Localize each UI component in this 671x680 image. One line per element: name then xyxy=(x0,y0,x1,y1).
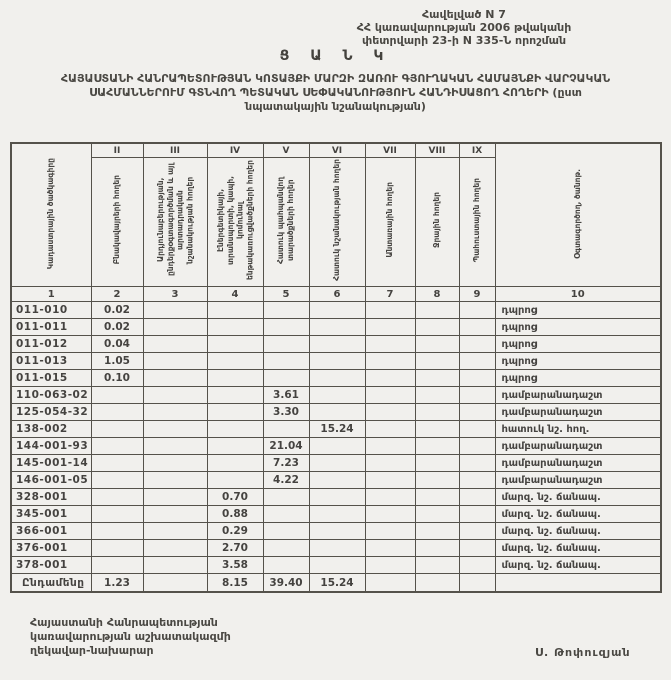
area-value-cell xyxy=(91,472,143,489)
column-number: 1 xyxy=(11,287,91,302)
table-row xyxy=(11,489,661,506)
area-value-cell xyxy=(207,455,263,472)
area-value-cell xyxy=(143,472,207,489)
area-value-cell xyxy=(143,438,207,455)
area-value-cell xyxy=(459,387,495,404)
area-value-cell xyxy=(263,319,309,336)
area-value-cell xyxy=(263,557,309,574)
area-value-cell xyxy=(143,319,207,336)
area-value-cell: 0.88 xyxy=(207,506,263,523)
land-use-cell: դամբարանադաշտ xyxy=(495,404,661,421)
area-value-cell xyxy=(365,387,415,404)
annex-line-2: ՀՀ կառավարության 2006 թվականի xyxy=(356,21,572,34)
column-number: 5 xyxy=(263,287,309,302)
total-value-cell xyxy=(495,574,661,593)
land-use-cell: դպրոց xyxy=(495,302,661,319)
area-value-cell xyxy=(365,455,415,472)
area-value-cell xyxy=(365,302,415,319)
area-value-cell xyxy=(309,438,365,455)
land-registry-table xyxy=(10,142,662,593)
area-value-cell xyxy=(143,455,207,472)
area-value-cell xyxy=(365,523,415,540)
cadastral-code-cell: 011-011 xyxy=(11,319,91,336)
area-value-cell xyxy=(415,455,459,472)
signatory-title-block xyxy=(30,616,231,658)
signatory-title-line-1: Հայաստանի Հանրապետության xyxy=(30,616,218,629)
area-value-cell xyxy=(365,472,415,489)
area-value-cell xyxy=(459,506,495,523)
numeral-iii: III xyxy=(143,143,207,158)
total-value-cell xyxy=(415,574,459,593)
table-row xyxy=(11,370,661,387)
cadastral-code-cell: 011-010 xyxy=(11,302,91,319)
area-value-cell: 0.10 xyxy=(91,370,143,387)
header-land-user-label: Օգտագործող, ծանոթ. xyxy=(572,168,582,259)
area-value-cell xyxy=(91,523,143,540)
area-value-cell xyxy=(143,523,207,540)
subtitle-line-1: ՀԱՅԱՍՏԱՆԻ ՀԱՆՐԱՊԵՏՈՒԹՅԱՆ ԿՈՏԱՅՔԻ ՄԱՐԶԻ ԶԱՌՈՒ ԳՅՈՒՂԱԿԱՆ ՀԱՄԱՅՆՔԻ ՎԱՐՉԱԿԱՆ xyxy=(60,72,611,85)
area-value-cell xyxy=(415,319,459,336)
land-use-cell: դամբարանադաշտ xyxy=(495,387,661,404)
area-value-cell xyxy=(459,302,495,319)
area-value-cell xyxy=(415,489,459,506)
area-value-cell xyxy=(143,302,207,319)
area-value-cell xyxy=(459,523,495,540)
column-number: 9 xyxy=(459,287,495,302)
header-industrial-lands: Արդյունաբերության, ընդերքօգտագործման և այլ արտադրական նշանակության հողեր xyxy=(143,158,207,287)
area-value-cell xyxy=(91,455,143,472)
area-value-cell xyxy=(415,557,459,574)
cadastral-code-cell: 011-015 xyxy=(11,370,91,387)
area-value-cell xyxy=(415,370,459,387)
land-use-cell: դպրոց xyxy=(495,370,661,387)
total-row xyxy=(11,574,661,593)
numeral-iv: IV xyxy=(207,143,263,158)
table-header xyxy=(11,143,661,302)
table-row xyxy=(11,387,661,404)
annex-line-1: Հավելված N 7 xyxy=(422,8,506,21)
header-residential-lands: Բնակավայրերի հողեր xyxy=(91,158,143,287)
land-use-cell: մարզ. նշ. ճանապ. xyxy=(495,489,661,506)
area-value-cell xyxy=(459,557,495,574)
cadastral-code-cell: 328-001 xyxy=(11,489,91,506)
total-value-cell: 1.23 xyxy=(91,574,143,593)
table-body xyxy=(11,302,661,593)
total-label-cell: Ընդամենը xyxy=(11,574,91,593)
cadastral-code-cell: 345-001 xyxy=(11,506,91,523)
area-value-cell: 3.58 xyxy=(207,557,263,574)
area-value-cell xyxy=(415,387,459,404)
table-row xyxy=(11,302,661,319)
area-value-cell xyxy=(91,540,143,557)
area-value-cell xyxy=(365,506,415,523)
area-value-cell xyxy=(415,472,459,489)
cadastral-code-cell: 125-054-32 xyxy=(11,404,91,421)
area-value-cell xyxy=(207,319,263,336)
area-value-cell xyxy=(263,302,309,319)
area-value-cell xyxy=(459,489,495,506)
area-value-cell: 2.70 xyxy=(207,540,263,557)
cadastral-code-cell: 011-012 xyxy=(11,336,91,353)
area-value-cell xyxy=(415,540,459,557)
land-use-cell: դամբարանադաշտ xyxy=(495,438,661,455)
area-value-cell xyxy=(459,336,495,353)
column-number: 6 xyxy=(309,287,365,302)
area-value-cell xyxy=(365,404,415,421)
area-value-cell xyxy=(207,404,263,421)
signature-name: Ս. Թոփուզյան xyxy=(535,646,631,659)
cadastral-code-cell: 145-001-14 xyxy=(11,455,91,472)
area-value-cell xyxy=(143,336,207,353)
area-value-cell xyxy=(415,353,459,370)
area-value-cell xyxy=(309,506,365,523)
area-value-cell: 15.24 xyxy=(309,421,365,438)
table-row xyxy=(11,353,661,370)
numeral-ii: II xyxy=(91,143,143,158)
area-value-cell xyxy=(143,421,207,438)
column-number: 4 xyxy=(207,287,263,302)
land-use-cell: դպրոց xyxy=(495,319,661,336)
land-use-cell: դամբարանադաշտ xyxy=(495,472,661,489)
area-value-cell xyxy=(459,404,495,421)
total-value-cell xyxy=(143,574,207,593)
area-value-cell xyxy=(309,455,365,472)
area-value-cell xyxy=(309,523,365,540)
area-value-cell xyxy=(143,540,207,557)
page-title: Ց Ա Ն Կ xyxy=(279,48,392,64)
table-row xyxy=(11,540,661,557)
annex-reference xyxy=(299,8,629,47)
cadastral-code-cell: 110-063-02 xyxy=(11,387,91,404)
column-number: 8 xyxy=(415,287,459,302)
land-use-cell: դպրոց xyxy=(495,353,661,370)
area-value-cell xyxy=(207,472,263,489)
roman-numeral-row xyxy=(11,143,661,158)
document-subtitle xyxy=(0,72,671,114)
land-use-cell: դամբարանադաշտ xyxy=(495,455,661,472)
table-row xyxy=(11,319,661,336)
area-value-cell xyxy=(91,489,143,506)
numeral-ix: IX xyxy=(459,143,495,158)
area-value-cell xyxy=(309,336,365,353)
table-row xyxy=(11,421,661,438)
area-value-cell xyxy=(91,387,143,404)
area-value-cell xyxy=(207,438,263,455)
area-value-cell xyxy=(365,540,415,557)
area-value-cell xyxy=(365,336,415,353)
area-value-cell xyxy=(365,353,415,370)
cadastral-code-cell: 378-001 xyxy=(11,557,91,574)
area-value-cell xyxy=(207,336,263,353)
area-value-cell xyxy=(207,421,263,438)
area-value-cell xyxy=(309,353,365,370)
area-value-cell xyxy=(143,506,207,523)
area-value-cell xyxy=(459,319,495,336)
area-value-cell xyxy=(459,438,495,455)
area-value-cell xyxy=(415,438,459,455)
header-forest-lands: Անտառային հողեր xyxy=(365,158,415,287)
area-value-cell xyxy=(143,557,207,574)
numeral-vii: VII xyxy=(365,143,415,158)
area-value-cell xyxy=(263,506,309,523)
column-number: 3 xyxy=(143,287,207,302)
header-water-lands: Ջրային հողեր xyxy=(415,158,459,287)
table-row xyxy=(11,455,661,472)
land-use-cell: մարզ. նշ. ճանապ. xyxy=(495,540,661,557)
area-value-cell: 0.04 xyxy=(91,336,143,353)
table-row xyxy=(11,438,661,455)
area-value-cell xyxy=(459,540,495,557)
area-value-cell xyxy=(91,438,143,455)
cadastral-code-cell: 376-001 xyxy=(11,540,91,557)
column-number: 7 xyxy=(365,287,415,302)
area-value-cell: 0.02 xyxy=(91,302,143,319)
header-cadastral-code xyxy=(11,143,91,287)
table-row xyxy=(11,506,661,523)
area-value-cell: 4.22 xyxy=(263,472,309,489)
area-value-cell xyxy=(365,489,415,506)
land-use-cell: դպրոց xyxy=(495,336,661,353)
total-value-cell xyxy=(459,574,495,593)
area-value-cell xyxy=(143,353,207,370)
area-value-cell xyxy=(309,540,365,557)
table-row xyxy=(11,557,661,574)
header-protected-lands: Հատուկ պահպանվող տարածքների հողեր xyxy=(263,158,309,287)
area-value-cell xyxy=(263,523,309,540)
table-row xyxy=(11,336,661,353)
area-value-cell xyxy=(207,387,263,404)
table-row xyxy=(11,523,661,540)
area-value-cell xyxy=(365,370,415,387)
header-cadastral-code-label: Կադաստրային ծածկագիրը xyxy=(46,157,56,270)
area-value-cell xyxy=(365,421,415,438)
table-row xyxy=(11,404,661,421)
area-value-cell xyxy=(263,370,309,387)
total-value-cell: 15.24 xyxy=(309,574,365,593)
area-value-cell xyxy=(365,557,415,574)
area-value-cell xyxy=(91,421,143,438)
area-value-cell xyxy=(309,472,365,489)
area-value-cell xyxy=(415,523,459,540)
area-value-cell xyxy=(309,387,365,404)
area-value-cell: 0.70 xyxy=(207,489,263,506)
area-value-cell xyxy=(365,319,415,336)
annex-line-3: փետրվարի 23-ի N 335-Ն որոշման xyxy=(361,34,567,47)
area-value-cell xyxy=(459,353,495,370)
area-value-cell xyxy=(309,404,365,421)
numeral-v: V xyxy=(263,143,309,158)
subtitle-line-2: ՍԱՀՄԱՆՆԵՐՈՒՄ ԳՏՆՎՈՂ ՊԵՏԱԿԱՆ ՍԵՓԱԿԱՆՈՒԹՅՈՒՆ ՀԱՆԴԻՍԱՑՈՂ ՀՈՂԵՐԻ (ըստ xyxy=(89,86,582,99)
area-value-cell: 7.23 xyxy=(263,455,309,472)
header-special-purpose-lands: Հատուկ նշանակության հողեր xyxy=(309,158,365,287)
area-value-cell xyxy=(415,404,459,421)
area-value-cell xyxy=(459,421,495,438)
cadastral-code-cell: 144-001-93 xyxy=(11,438,91,455)
area-value-cell xyxy=(207,353,263,370)
area-value-cell xyxy=(263,421,309,438)
land-use-cell: մարզ. նշ. ճանապ. xyxy=(495,506,661,523)
numeral-viii: VIII xyxy=(415,143,459,158)
header-land-user xyxy=(495,143,661,287)
area-value-cell: 3.30 xyxy=(263,404,309,421)
area-value-cell xyxy=(143,489,207,506)
area-value-cell xyxy=(459,455,495,472)
area-value-cell xyxy=(91,404,143,421)
area-value-cell xyxy=(143,387,207,404)
area-value-cell xyxy=(309,489,365,506)
area-value-cell: 1.05 xyxy=(91,353,143,370)
column-number: 10 xyxy=(495,287,661,302)
column-number-row xyxy=(11,287,661,302)
cadastral-code-cell: 138-002 xyxy=(11,421,91,438)
signatory-title-line-2: կառավարության աշխատակազմի xyxy=(30,630,231,643)
area-value-cell xyxy=(143,404,207,421)
cadastral-code-cell: 146-001-05 xyxy=(11,472,91,489)
signatory-title-line-3: ղեկավար-նախարար xyxy=(30,644,154,657)
area-value-cell xyxy=(263,336,309,353)
area-value-cell: 3.61 xyxy=(263,387,309,404)
header-reserve-lands: Պահուստային հողեր xyxy=(459,158,495,287)
land-use-cell: մարզ. նշ. ճանապ. xyxy=(495,557,661,574)
table-row xyxy=(11,472,661,489)
area-value-cell xyxy=(207,370,263,387)
subtitle-line-3: նպատակային նշանակության) xyxy=(245,100,426,113)
area-value-cell xyxy=(415,421,459,438)
area-value-cell xyxy=(415,336,459,353)
cadastral-code-cell: 366-001 xyxy=(11,523,91,540)
area-value-cell: 0.02 xyxy=(91,319,143,336)
total-value-cell: 8.15 xyxy=(207,574,263,593)
area-value-cell xyxy=(415,506,459,523)
land-use-cell: հատուկ նշ. հող. xyxy=(495,421,661,438)
area-value-cell xyxy=(415,302,459,319)
area-value-cell xyxy=(365,438,415,455)
area-value-cell xyxy=(207,302,263,319)
header-infrastructure-lands: Էներգետիկայի, տրանսպորտի, կապի, կոմունալ ենթակառուցվածքների հողեր xyxy=(207,158,263,287)
area-value-cell xyxy=(309,319,365,336)
area-value-cell xyxy=(91,506,143,523)
area-value-cell xyxy=(263,353,309,370)
area-value-cell xyxy=(309,370,365,387)
area-value-cell xyxy=(309,557,365,574)
area-value-cell xyxy=(459,370,495,387)
total-value-cell: 39.40 xyxy=(263,574,309,593)
area-value-cell: 0.29 xyxy=(207,523,263,540)
area-value-cell xyxy=(263,489,309,506)
area-value-cell: 21.04 xyxy=(263,438,309,455)
total-value-cell xyxy=(365,574,415,593)
numeral-vi: VI xyxy=(309,143,365,158)
cadastral-code-cell: 011-013 xyxy=(11,353,91,370)
area-value-cell xyxy=(263,540,309,557)
area-value-cell xyxy=(309,302,365,319)
area-value-cell xyxy=(143,370,207,387)
land-use-cell: մարզ. նշ. ճանապ. xyxy=(495,523,661,540)
area-value-cell xyxy=(91,557,143,574)
column-number: 2 xyxy=(91,287,143,302)
area-value-cell xyxy=(459,472,495,489)
